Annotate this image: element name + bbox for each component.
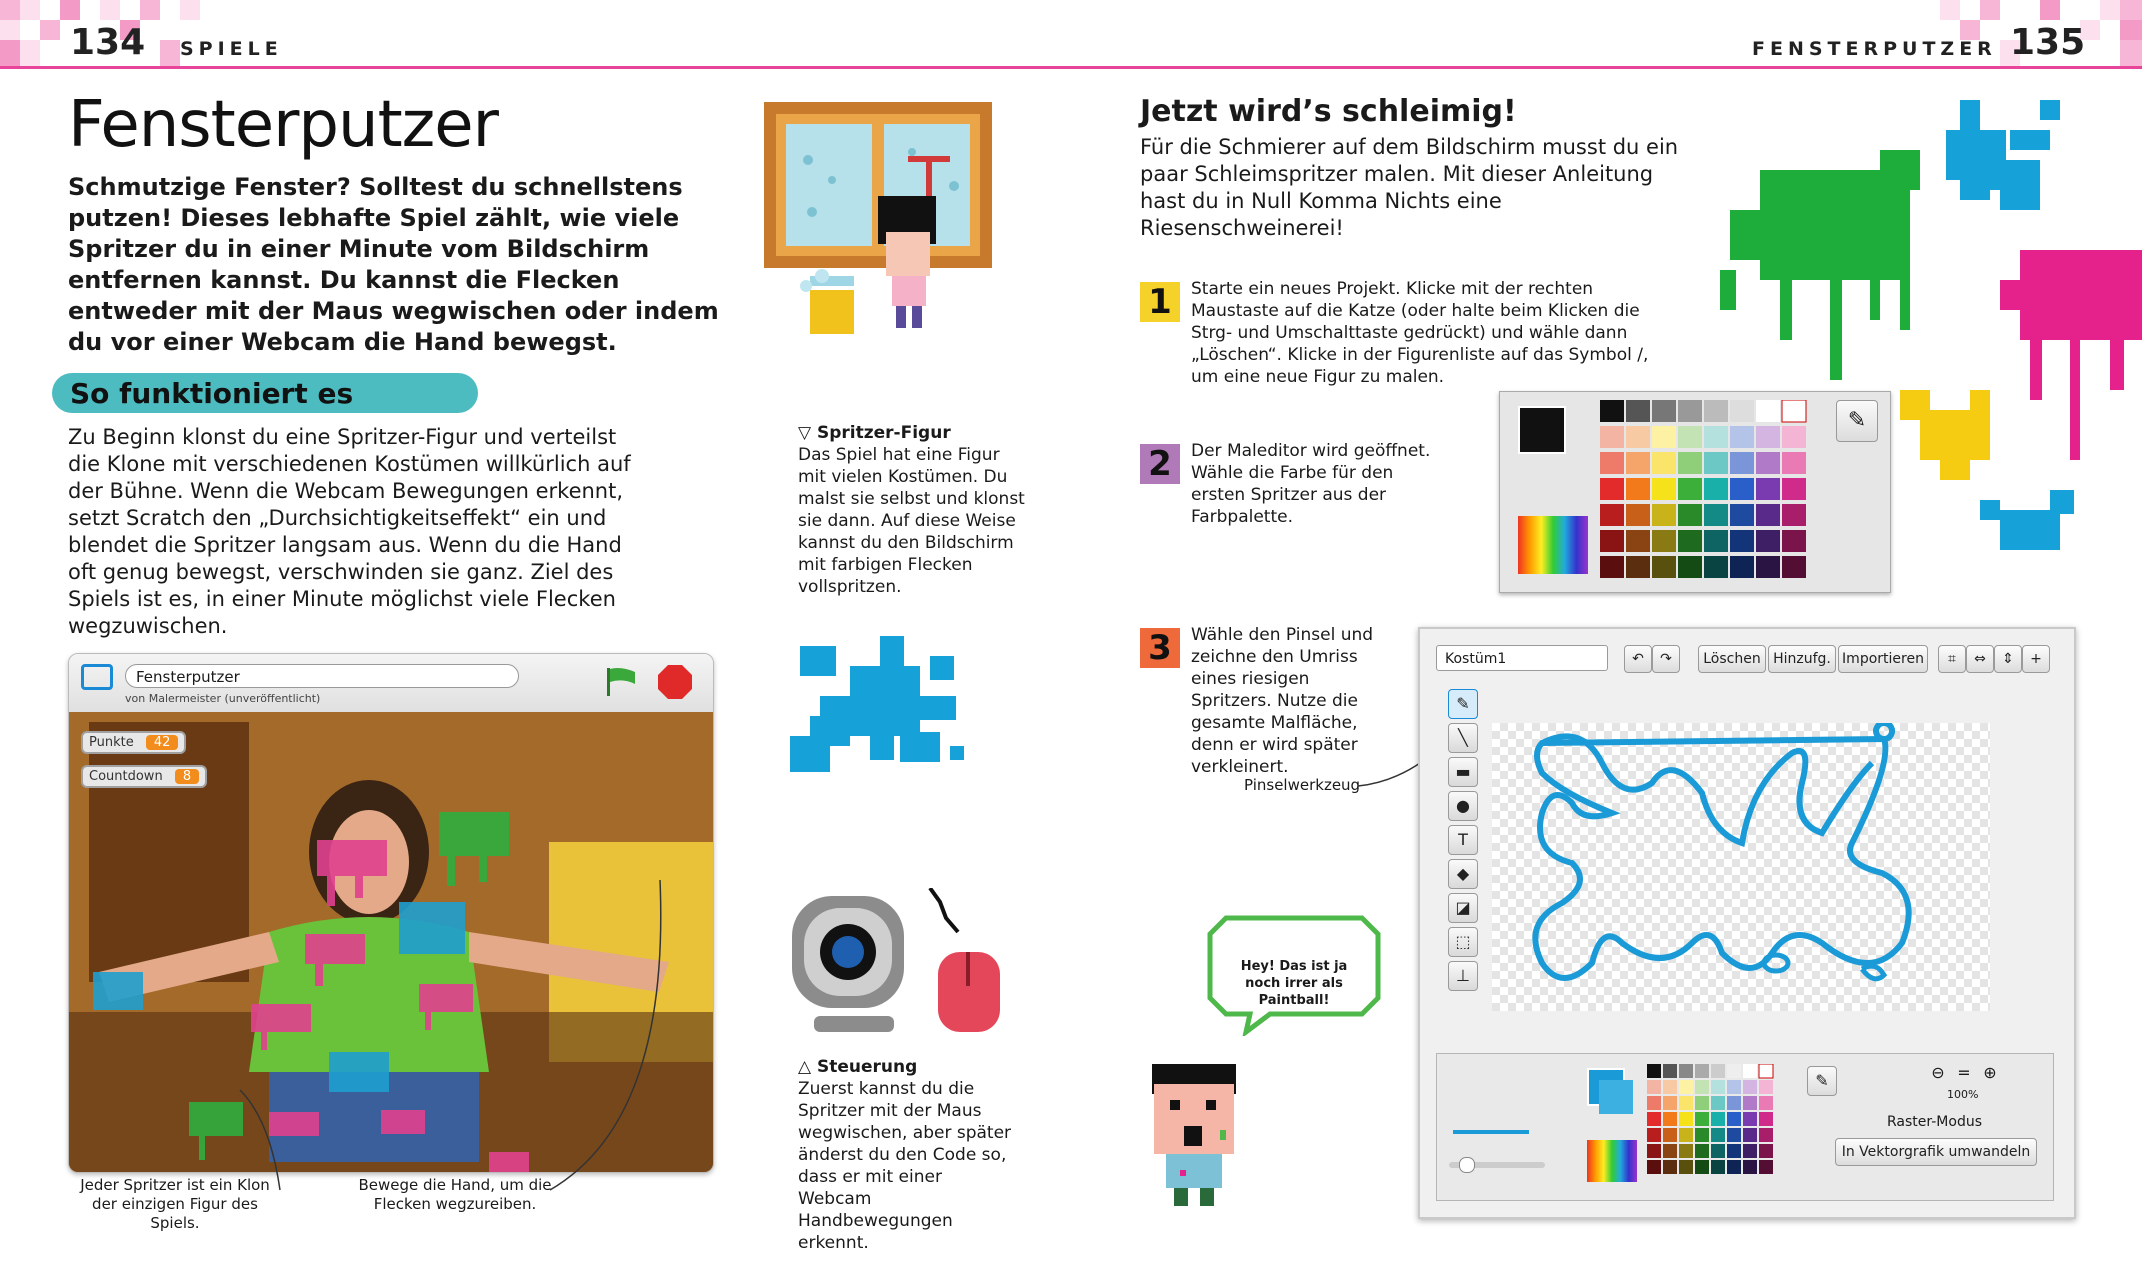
window-cleaner-illustration [762,100,994,350]
caption-hand: Bewege die Hand, um die Flecken wegzureiben. [358,1176,552,1213]
note-control-text: Zuerst kannst du die Spritzer mit der Maus wegwischen, aber später änderst du den Code so, dass er mit einer Webcam Handbewegungen erkennt. [798,1079,1012,1253]
rectangle-tool-icon[interactable]: ▬ [1448,757,1478,787]
monitor-countdown [81,765,207,788]
brush-size-slider[interactable] [1449,1162,1545,1168]
body-paragraph: Zu Beginn klonst du eine Spritzer-Figur und verteilst die Klone mit verschiedenen Kostümen willkürlich auf der Bühne. Wenn die Webcam Bewegungen erkennt, setzt Scratch den „Durchsichtigkeitseffekt“ ein und blendet die Spritzer langsam aus. Wenn du die Hand oft genug bewegst, verschwinden sie ganz. Ziel des Spiels ist es, in einer Minute möglichst viele Flecken wegzuwischen. [68,425,631,638]
project-author: von Malermeister (unveröffentlicht) [125,692,321,705]
slider-handle[interactable] [1459,1157,1475,1173]
step-1-number: 1 [1140,282,1180,322]
set-center-icon[interactable]: + [2022,645,2050,673]
note-control-heading: △ Steuerung [798,1057,918,1077]
monitor-points-value: 42 [146,735,179,750]
step-3-number: 3 [1140,628,1180,668]
costume-name-field[interactable]: Kostüm1 [1436,645,1608,671]
line-tool-icon[interactable]: ╲ [1448,723,1478,753]
green-flag-icon[interactable] [603,666,639,698]
color-grid[interactable] [1600,400,1810,584]
editor-color-grid[interactable] [1647,1064,1781,1190]
note-sprite-text: Das Spiel hat eine Figur mit vielen Kostümen. Du malst sie selbst und klonst sie dann. Auf diese Weise kannst du den Bildschirm mit farbigen Flecken vollspritzen. [798,445,1025,597]
caption-leader-lines [200,860,680,1200]
fill-tool-icon[interactable]: ◆ [1448,859,1478,889]
note-sprite-heading: ▽ Spritzer-Figur [798,423,951,443]
project-title-field[interactable]: Fensterputzer [125,664,519,688]
brush-tool-label: Pinselwerkzeug [1244,776,1361,794]
redo-icon[interactable]: ↷ [1652,645,1680,673]
text-tool-icon[interactable]: T [1448,825,1478,855]
section-label-right: FENSTERPUTZER [1752,38,1997,60]
note-sprite [798,422,1028,598]
step-1-text: Starte ein neues Projekt. Klicke mit der rechten Maustaste auf die Katze (oder halte beim Klicken die Strg- und Umschalttaste gedrückt) und wähle dann „Löschen“. Klicke in der Figurenliste auf das Symbol ∕, um eine neue Figur zu malen. [1191,279,1649,387]
stamp-tool-icon[interactable]: ⊥ [1448,961,1478,991]
zoom-out-icon[interactable]: ⊖ [1931,1063,1945,1082]
monitor-points [81,731,186,754]
step-2-number: 2 [1140,444,1180,484]
gradient-swatch[interactable] [1518,516,1588,574]
fullscreen-icon[interactable] [81,664,113,690]
monitor-countdown-value: 8 [175,769,199,784]
brush-tool-icon[interactable]: ✎ [1448,689,1478,719]
undo-icon[interactable]: ↶ [1624,645,1652,673]
right-intro: Für die Schmierer auf dem Bildschirm musst du ein paar Schleimspritzer malen. Mit dieser Anleitung hast du in Null Komma Nichts eine Riesenschweinerei! [1140,135,1679,240]
page-number-right: 135 [2010,22,2086,63]
color-palette-panel [1499,391,1891,593]
step-3-text: Wähle den Pinsel und zeichne den Umriss eines riesigen Spritzers. Nutze die gesamte Malfläche, denn er wird später verkleinert. [1191,625,1374,777]
note-control [798,1056,1016,1254]
import-button[interactable]: Importieren [1838,645,1928,673]
monitor-points-label: Punkte [89,735,134,750]
zoom-reset-icon[interactable]: = [1957,1063,1971,1082]
webcam-and-mouse-illustration [790,888,1006,1040]
editor-gradient-swatch[interactable] [1587,1140,1637,1182]
paint-canvas[interactable] [1492,723,1990,1011]
clear-button[interactable]: Löschen [1698,645,1766,673]
flip-horizontal-icon[interactable]: ⇔ [1966,645,1994,673]
zoom-level: 100% [1947,1088,1979,1101]
step-2-text: Der Maleditor wird geöffnet. Wähle die Farbe für den ersten Spritzer aus der Farbpalette. [1191,441,1431,527]
splat-outline-drawing [1492,723,1990,1011]
blue-splat-illustration [780,636,980,780]
select-tool-icon[interactable]: ⬚ [1448,927,1478,957]
flip-vertical-icon[interactable]: ⇕ [1994,645,2022,673]
editor-secondary-color[interactable] [1599,1080,1633,1114]
convert-to-vector-button[interactable]: In Vektorgrafik umwandeln [1835,1138,2037,1166]
section-label-left: SPIELE [180,38,283,60]
eraser-tool-icon[interactable]: ◪ [1448,893,1478,923]
intro-paragraph: Schmutzige Fenster? Solltest du schnellstens putzen! Dieses lebhafte Spiel zählt, wie viele Spritzer du in einer Minute vom Bildschirm entfernen kannst. Du kannst die Flecken entweder mit der Maus wegwischen oder indem du vor einer Webcam die Hand bewegst. [68,173,719,356]
page-number-left: 134 [70,22,146,63]
eyedropper-icon[interactable]: ✎ [1836,400,1878,442]
zoom-in-icon[interactable]: ⊕ [1983,1063,1997,1082]
header-rule [0,66,2142,69]
right-heading: Jetzt wird’s schleimig! [1140,94,1517,129]
pixel-character [1140,1060,1250,1212]
brush-size-preview [1453,1130,1529,1134]
paint-editor [1418,627,2076,1219]
page-title: Fensterputzer [68,88,498,162]
stop-icon[interactable] [657,664,693,700]
ellipse-tool-icon[interactable]: ● [1448,791,1478,821]
editor-bottom-panel [1436,1053,2054,1201]
crop-icon[interactable]: ⌗ [1938,645,1966,673]
section-heading: So funktioniert es [70,377,354,410]
editor-eyedropper-icon[interactable]: ✎ [1807,1066,1837,1096]
primary-color-swatch[interactable] [1518,406,1566,454]
caption-clone: Jeder Spritzer ist ein Klon der einzigen Figur des Spiels. [80,1176,270,1232]
section-heading-pill [52,373,478,413]
add-button[interactable]: Hinzufg. [1768,645,1836,673]
speech-text: Hey! Das ist ja noch irrer als Paintball! [1240,959,1348,1008]
raster-mode-label: Raster-Modus [1887,1114,1983,1130]
monitor-countdown-label: Countdown [89,769,163,784]
